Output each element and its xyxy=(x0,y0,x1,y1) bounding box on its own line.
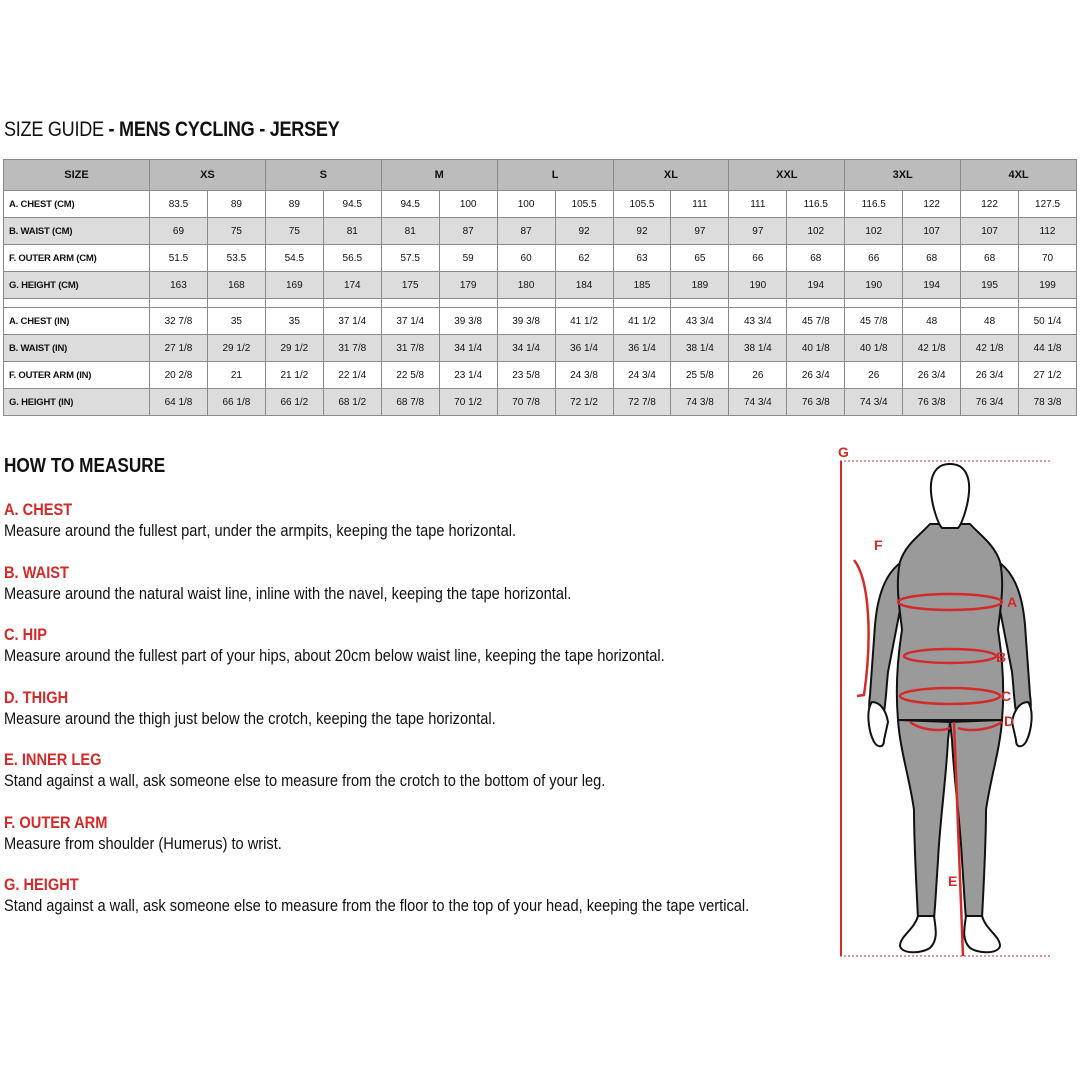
table-cell: 42 1/8 xyxy=(961,335,1019,362)
table-cell: 29 1/2 xyxy=(207,335,265,362)
right-foot xyxy=(964,916,1000,952)
size-header: 3XL xyxy=(845,160,961,191)
size-header-row xyxy=(4,160,1077,191)
table-cell: 179 xyxy=(439,272,497,299)
table-cell: 24 3/8 xyxy=(555,362,613,389)
table-cell: 190 xyxy=(845,272,903,299)
measure-item-waist xyxy=(4,563,824,626)
table-cell: 42 1/8 xyxy=(903,335,961,362)
table-cell: 23 5/8 xyxy=(497,362,555,389)
table-cell: 174 xyxy=(323,272,381,299)
table-cell: 21 1/2 xyxy=(265,362,323,389)
table-cell: 65 xyxy=(671,245,729,272)
table-cell: 92 xyxy=(613,218,671,245)
table-cell: 37 1/4 xyxy=(323,308,381,335)
row-label: B. WAIST (IN) xyxy=(4,335,150,362)
table-cell: 36 1/4 xyxy=(613,335,671,362)
table-cell: 68 xyxy=(903,245,961,272)
table-cell: 66 1/8 xyxy=(207,389,265,416)
table-cell: 48 xyxy=(961,308,1019,335)
table-cell: 43 3/4 xyxy=(671,308,729,335)
table-cell: 62 xyxy=(555,245,613,272)
table-cell: 31 7/8 xyxy=(381,335,439,362)
spacer-cell xyxy=(903,299,961,308)
table-cell: 31 7/8 xyxy=(323,335,381,362)
measure-description: Stand against a wall, ask someone else to measure from the floor to the top of your head, keeping the tape vertical. xyxy=(4,896,750,915)
table-cell: 111 xyxy=(729,191,787,218)
table-cell: 27 1/2 xyxy=(1019,362,1077,389)
spacer-cell xyxy=(845,299,903,308)
how-to-measure-heading: HOW TO MEASURE xyxy=(4,455,166,477)
table-cell: 100 xyxy=(497,191,555,218)
table-cell: 22 5/8 xyxy=(381,362,439,389)
table-cell: 105.5 xyxy=(613,191,671,218)
table-cell: 163 xyxy=(150,272,208,299)
table-cell: 68 1/2 xyxy=(323,389,381,416)
row-label: G. HEIGHT (IN) xyxy=(4,389,150,416)
measure-item-height xyxy=(4,875,824,938)
left-foot xyxy=(900,916,936,952)
label-b: B xyxy=(996,649,1007,665)
table-cell: 23 1/4 xyxy=(439,362,497,389)
table-cell: 25 5/8 xyxy=(671,362,729,389)
table-cell: 48 xyxy=(903,308,961,335)
table-cell: 66 xyxy=(729,245,787,272)
table-cell: 38 1/4 xyxy=(671,335,729,362)
table-cell: 50 1/4 xyxy=(1019,308,1077,335)
table-cell: 26 3/4 xyxy=(787,362,845,389)
table-cell: 59 xyxy=(439,245,497,272)
table-cell: 97 xyxy=(729,218,787,245)
table-cell: 72 1/2 xyxy=(555,389,613,416)
spacer-cell xyxy=(613,299,671,308)
size-header-label: SIZE xyxy=(4,160,150,191)
table-cell: 26 3/4 xyxy=(961,362,1019,389)
table-cell: 57.5 xyxy=(381,245,439,272)
table-row xyxy=(4,218,1077,245)
table-cell: 76 3/8 xyxy=(903,389,961,416)
table-cell: 75 xyxy=(207,218,265,245)
table-cell: 39 3/8 xyxy=(439,308,497,335)
table-cell: 54.5 xyxy=(265,245,323,272)
measure-title: E. INNER LEG xyxy=(4,750,102,769)
head xyxy=(931,464,969,528)
spacer-cell xyxy=(671,299,729,308)
size-header: M xyxy=(381,160,497,191)
table-cell: 72 7/8 xyxy=(613,389,671,416)
table-cell: 189 xyxy=(671,272,729,299)
spacer-cell xyxy=(265,299,323,308)
table-cell: 32 7/8 xyxy=(150,308,208,335)
table-cell: 74 3/4 xyxy=(729,389,787,416)
size-header: XS xyxy=(150,160,266,191)
table-cell: 35 xyxy=(265,308,323,335)
table-cell: 64 1/8 xyxy=(150,389,208,416)
label-c: C xyxy=(1001,688,1012,704)
measure-title: A. CHEST xyxy=(4,500,73,519)
table-row xyxy=(4,362,1077,389)
measure-item-chest xyxy=(4,500,824,563)
measure-description: Measure around the fullest part, under the armpits, keeping the tape horizontal. xyxy=(4,521,517,540)
table-cell: 22 1/4 xyxy=(323,362,381,389)
table-row xyxy=(4,272,1077,299)
table-cell: 168 xyxy=(207,272,265,299)
table-cell: 70 xyxy=(1019,245,1077,272)
table-cell: 112 xyxy=(1019,218,1077,245)
measure-title: B. WAIST xyxy=(4,562,69,582)
table-cell: 68 xyxy=(961,245,1019,272)
spacer-cell xyxy=(323,299,381,308)
table-cell: 66 xyxy=(845,245,903,272)
table-cell: 39 3/8 xyxy=(497,308,555,335)
table-cell: 175 xyxy=(381,272,439,299)
table-cell: 26 xyxy=(729,362,787,389)
spacer-cell xyxy=(439,299,497,308)
table-cell: 122 xyxy=(961,191,1019,218)
table-cell: 89 xyxy=(265,191,323,218)
table-cell: 68 7/8 xyxy=(381,389,439,416)
table-row xyxy=(4,191,1077,218)
table-cell: 34 1/4 xyxy=(497,335,555,362)
table-cell: 75 xyxy=(265,218,323,245)
table-cell: 97 xyxy=(671,218,729,245)
spacer-cell xyxy=(4,299,150,308)
table-cell: 35 xyxy=(207,308,265,335)
table-cell: 87 xyxy=(439,218,497,245)
label-f: F xyxy=(874,537,883,553)
table-cell: 102 xyxy=(845,218,903,245)
table-cell: 53.5 xyxy=(207,245,265,272)
table-cell: 111 xyxy=(671,191,729,218)
table-cell: 34 1/4 xyxy=(439,335,497,362)
table-cell: 21 xyxy=(207,362,265,389)
table-cell: 68 xyxy=(787,245,845,272)
table-cell: 74 3/4 xyxy=(845,389,903,416)
table-cell: 81 xyxy=(323,218,381,245)
table-cell: 26 3/4 xyxy=(903,362,961,389)
measure-title: F. OUTER ARM xyxy=(4,812,108,832)
row-label: G. HEIGHT (CM) xyxy=(4,272,150,299)
row-label: F. OUTER ARM (IN) xyxy=(4,362,150,389)
measure-description: Measure from shoulder (Humerus) to wrist. xyxy=(4,833,282,853)
measure-item-outer-arm xyxy=(4,813,824,876)
table-cell: 92 xyxy=(555,218,613,245)
table-cell: 41 1/2 xyxy=(555,308,613,335)
row-label: B. WAIST (CM) xyxy=(4,218,150,245)
spacer-cell xyxy=(1019,299,1077,308)
table-cell: 74 3/8 xyxy=(671,389,729,416)
table-cell: 169 xyxy=(265,272,323,299)
size-header: XL xyxy=(613,160,729,191)
spacer-cell xyxy=(787,299,845,308)
table-cell: 38 1/4 xyxy=(729,335,787,362)
measure-description: Measure around the natural waist line, inline with the navel, keeping the tape horizontal. xyxy=(4,583,572,603)
measure-item-thigh xyxy=(4,688,824,751)
measure-list xyxy=(4,500,824,938)
table-cell: 29 1/2 xyxy=(265,335,323,362)
table-cell: 36 1/4 xyxy=(555,335,613,362)
table-cell: 69 xyxy=(150,218,208,245)
table-row xyxy=(4,308,1077,335)
table-cell: 194 xyxy=(787,272,845,299)
table-cell: 122 xyxy=(903,191,961,218)
table-cell: 26 xyxy=(845,362,903,389)
table-cell: 195 xyxy=(961,272,1019,299)
table-cell: 76 3/4 xyxy=(961,389,1019,416)
title-prefix: SIZE GUIDE xyxy=(4,118,104,141)
size-header: L xyxy=(497,160,613,191)
table-cell: 83.5 xyxy=(150,191,208,218)
table-cell: 180 xyxy=(497,272,555,299)
row-label: F. OUTER ARM (CM) xyxy=(4,245,150,272)
table-cell: 44 1/8 xyxy=(1019,335,1077,362)
table-cell: 87 xyxy=(497,218,555,245)
table-cell: 70 1/2 xyxy=(439,389,497,416)
size-table xyxy=(3,159,1077,416)
spacer-cell xyxy=(497,299,555,308)
table-cell: 116.5 xyxy=(845,191,903,218)
measure-description: Measure around the fullest part of your hips, about 20cm below waist line, keeping the tape horizontal. xyxy=(4,646,665,665)
measure-description: Measure around the thigh just below the crotch, keeping the tape horizontal. xyxy=(4,708,496,728)
table-cell: 40 1/8 xyxy=(845,335,903,362)
table-cell: 78 3/8 xyxy=(1019,389,1077,416)
table-cell: 107 xyxy=(903,218,961,245)
spacer-cell xyxy=(555,299,613,308)
left-leg xyxy=(898,720,950,918)
measure-item-hip xyxy=(4,625,824,688)
page-title xyxy=(4,118,339,142)
table-cell: 185 xyxy=(613,272,671,299)
table-spacer-row xyxy=(4,299,1077,308)
table-cell: 43 3/4 xyxy=(729,308,787,335)
table-cell: 24 3/4 xyxy=(613,362,671,389)
table-cell: 100 xyxy=(439,191,497,218)
table-cell: 89 xyxy=(207,191,265,218)
table-cell: 51.5 xyxy=(150,245,208,272)
spacer-cell xyxy=(207,299,265,308)
spacer-cell xyxy=(729,299,787,308)
table-cell: 63 xyxy=(613,245,671,272)
table-cell: 41 1/2 xyxy=(613,308,671,335)
title-main: - MENS CYCLING - JERSEY xyxy=(103,118,340,141)
table-cell: 94.5 xyxy=(381,191,439,218)
table-cell: 94.5 xyxy=(323,191,381,218)
table-cell: 107 xyxy=(961,218,1019,245)
label-a: A xyxy=(1007,594,1018,610)
measure-title: C. HIP xyxy=(4,625,48,644)
spacer-cell xyxy=(961,299,1019,308)
measure-item-inner-leg xyxy=(4,750,824,813)
table-cell: 60 xyxy=(497,245,555,272)
measure-title: G. HEIGHT xyxy=(4,875,79,894)
table-cell: 66 1/2 xyxy=(265,389,323,416)
table-cell: 37 1/4 xyxy=(381,308,439,335)
size-header: XXL xyxy=(729,160,845,191)
spacer-cell xyxy=(381,299,439,308)
size-header: 4XL xyxy=(961,160,1077,191)
table-cell: 27 1/8 xyxy=(150,335,208,362)
measurement-figure xyxy=(830,440,1070,970)
table-row xyxy=(4,335,1077,362)
row-label: A. CHEST (IN) xyxy=(4,308,150,335)
measure-description: Stand against a wall, ask someone else to measure from the crotch to the bottom of your leg. xyxy=(4,771,606,790)
table-cell: 194 xyxy=(903,272,961,299)
row-label: A. CHEST (CM) xyxy=(4,191,150,218)
table-cell: 45 7/8 xyxy=(787,308,845,335)
table-cell: 105.5 xyxy=(555,191,613,218)
spacer-cell xyxy=(150,299,208,308)
outer-arm-line xyxy=(854,560,869,696)
table-cell: 56.5 xyxy=(323,245,381,272)
table-cell: 184 xyxy=(555,272,613,299)
table-cell: 127.5 xyxy=(1019,191,1077,218)
table-cell: 190 xyxy=(729,272,787,299)
measure-title: D. THIGH xyxy=(4,687,69,707)
label-e: E xyxy=(948,873,958,889)
label-d: D xyxy=(1004,713,1015,729)
size-header: S xyxy=(265,160,381,191)
table-row xyxy=(4,389,1077,416)
table-cell: 20 2/8 xyxy=(150,362,208,389)
table-cell: 70 7/8 xyxy=(497,389,555,416)
table-cell: 81 xyxy=(381,218,439,245)
table-cell: 76 3/8 xyxy=(787,389,845,416)
table-cell: 116.5 xyxy=(787,191,845,218)
table-cell: 40 1/8 xyxy=(787,335,845,362)
table-row xyxy=(4,245,1077,272)
table-cell: 45 7/8 xyxy=(845,308,903,335)
table-cell: 199 xyxy=(1019,272,1077,299)
table-cell: 102 xyxy=(787,218,845,245)
label-g: G xyxy=(838,444,849,460)
